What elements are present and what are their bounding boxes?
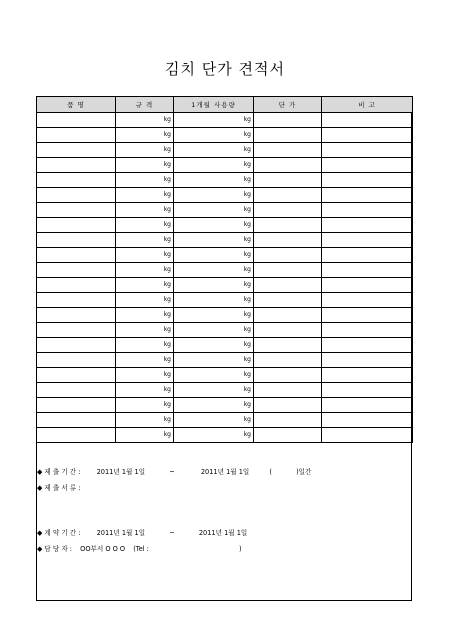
cell-spec-unit: kg xyxy=(116,338,174,353)
cell-monthly-usage-unit: kg xyxy=(174,143,254,158)
submission-start-date: 2011년 1월 1일 xyxy=(96,468,146,476)
cell-item-name xyxy=(37,173,116,188)
cell-remarks xyxy=(322,173,413,188)
cell-item-name xyxy=(37,413,116,428)
cell-unit-price xyxy=(254,173,322,188)
cell-remarks xyxy=(322,293,413,308)
table-row xyxy=(37,323,413,338)
submission-tilde: ~ xyxy=(169,468,175,476)
cell-monthly-usage-unit: kg xyxy=(174,413,254,428)
cell-item-name xyxy=(37,398,116,413)
cell-unit-price xyxy=(254,233,322,248)
cell-unit-price xyxy=(254,323,322,338)
cell-spec-unit: kg xyxy=(116,188,174,203)
cell-unit-price xyxy=(254,413,322,428)
cell-unit-price xyxy=(254,368,322,383)
cell-monthly-usage-unit: kg xyxy=(174,188,254,203)
table-row xyxy=(37,158,413,173)
cell-monthly-usage-unit: kg xyxy=(174,428,254,443)
cell-monthly-usage-unit: kg xyxy=(174,308,254,323)
cell-spec-unit: kg xyxy=(116,203,174,218)
cell-item-name xyxy=(37,293,116,308)
cell-remarks xyxy=(322,323,413,338)
days-paren-open: ( xyxy=(269,468,272,476)
table-row xyxy=(37,233,413,248)
diamond-bullet-icon: ◆ xyxy=(37,484,43,492)
cell-unit-price xyxy=(254,293,322,308)
cell-monthly-usage-unit: kg xyxy=(174,323,254,338)
table-row xyxy=(37,248,413,263)
diamond-bullet-icon: ◆ xyxy=(37,468,43,476)
cell-remarks xyxy=(322,398,413,413)
cell-monthly-usage-unit: kg xyxy=(174,353,254,368)
cell-unit-price xyxy=(254,113,322,128)
table-row xyxy=(37,353,413,368)
cell-monthly-usage-unit: kg xyxy=(174,368,254,383)
cell-remarks xyxy=(322,203,413,218)
cell-item-name xyxy=(37,203,116,218)
cell-remarks xyxy=(322,143,413,158)
cell-monthly-usage-unit: kg xyxy=(174,173,254,188)
cell-item-name xyxy=(37,143,116,158)
cell-spec-unit: kg xyxy=(116,323,174,338)
cell-item-name xyxy=(37,128,116,143)
table-row xyxy=(37,113,413,128)
cell-monthly-usage-unit: kg xyxy=(174,398,254,413)
contract-start-date: 2011년 1월 1일 xyxy=(96,529,146,537)
table-header-row xyxy=(37,97,413,113)
cell-item-name xyxy=(37,323,116,338)
cell-item-name xyxy=(37,263,116,278)
table-row xyxy=(37,383,413,398)
submission-end-date: 2011년 1월 1일 xyxy=(200,468,250,476)
table-row xyxy=(37,413,413,428)
price-table xyxy=(36,96,413,443)
cell-monthly-usage-unit: kg xyxy=(174,218,254,233)
cell-remarks xyxy=(322,218,413,233)
cell-unit-price xyxy=(254,158,322,173)
table-row xyxy=(37,188,413,203)
cell-unit-price xyxy=(254,353,322,368)
cell-spec-unit: kg xyxy=(116,413,174,428)
submission-docs-label: 제 출 서 류 : xyxy=(44,484,81,492)
cell-spec-unit: kg xyxy=(116,308,174,323)
cell-unit-price xyxy=(254,248,322,263)
table-row xyxy=(37,278,413,293)
contact-label: 담 당 자 : xyxy=(44,545,73,553)
cell-remarks xyxy=(322,353,413,368)
cell-monthly-usage-unit: kg xyxy=(174,233,254,248)
cell-unit-price xyxy=(254,308,322,323)
cell-unit-price xyxy=(254,218,322,233)
cell-spec-unit: kg xyxy=(116,353,174,368)
contact-tel: (Tel : xyxy=(133,545,149,553)
cell-item-name xyxy=(37,233,116,248)
cell-spec-unit: kg xyxy=(116,158,174,173)
table-row xyxy=(37,263,413,278)
cell-spec-unit: kg xyxy=(116,278,174,293)
contact-name: OO부서 O O O xyxy=(80,545,126,553)
header-unit-price: 단 가 xyxy=(254,97,322,113)
cell-item-name xyxy=(37,188,116,203)
cell-spec-unit: kg xyxy=(116,293,174,308)
contract-tilde: ~ xyxy=(169,529,175,537)
header-item-name: 품 명 xyxy=(37,97,116,113)
cell-item-name xyxy=(37,308,116,323)
contract-end-date: 2011년 1월 1일 xyxy=(198,529,248,537)
table-row xyxy=(37,308,413,323)
cell-item-name xyxy=(37,428,116,443)
table-row xyxy=(37,218,413,233)
table-row xyxy=(37,338,413,353)
cell-spec-unit: kg xyxy=(116,218,174,233)
cell-remarks xyxy=(322,338,413,353)
cell-item-name xyxy=(37,278,116,293)
cell-item-name xyxy=(37,338,116,353)
cell-item-name xyxy=(37,383,116,398)
cell-remarks xyxy=(322,113,413,128)
days-paren-close: )일간 xyxy=(296,468,312,476)
cell-monthly-usage-unit: kg xyxy=(174,128,254,143)
table-row xyxy=(37,368,413,383)
diamond-bullet-icon: ◆ xyxy=(37,529,43,537)
cell-item-name xyxy=(37,158,116,173)
table-row xyxy=(37,128,413,143)
cell-monthly-usage-unit: kg xyxy=(174,158,254,173)
cell-remarks xyxy=(322,413,413,428)
cell-spec-unit: kg xyxy=(116,428,174,443)
submission-period-label: 제 출 기 간 : xyxy=(44,468,81,476)
submission-docs-line xyxy=(37,482,80,492)
cell-monthly-usage-unit: kg xyxy=(174,248,254,263)
cell-spec-unit: kg xyxy=(116,383,174,398)
cell-spec-unit: kg xyxy=(116,398,174,413)
cell-remarks xyxy=(322,158,413,173)
cell-unit-price xyxy=(254,143,322,158)
cell-monthly-usage-unit: kg xyxy=(174,338,254,353)
cell-spec-unit: kg xyxy=(116,248,174,263)
cell-spec-unit: kg xyxy=(116,233,174,248)
table-row xyxy=(37,428,413,443)
page-title: 김치 단가 견적서 xyxy=(165,60,285,78)
cell-monthly-usage-unit: kg xyxy=(174,263,254,278)
header-remarks: 비 고 xyxy=(322,97,413,113)
cell-remarks xyxy=(322,248,413,263)
header-spec: 규 격 xyxy=(116,97,174,113)
cell-remarks xyxy=(322,233,413,248)
cell-spec-unit: kg xyxy=(116,368,174,383)
contract-period-label: 계 약 기 간 : xyxy=(44,529,81,537)
table-row xyxy=(37,398,413,413)
cell-unit-price xyxy=(254,398,322,413)
cell-remarks xyxy=(322,308,413,323)
header-monthly-usage: 1개월 사용량 xyxy=(174,97,254,113)
cell-unit-price xyxy=(254,128,322,143)
cell-unit-price xyxy=(254,188,322,203)
cell-spec-unit: kg xyxy=(116,128,174,143)
cell-unit-price xyxy=(254,278,322,293)
cell-remarks xyxy=(322,128,413,143)
table-row xyxy=(37,143,413,158)
cell-remarks xyxy=(322,263,413,278)
cell-remarks xyxy=(322,368,413,383)
table-body xyxy=(37,113,413,443)
cell-monthly-usage-unit: kg xyxy=(174,293,254,308)
cell-monthly-usage-unit: kg xyxy=(174,203,254,218)
cell-unit-price xyxy=(254,383,322,398)
cell-remarks xyxy=(322,278,413,293)
table-row xyxy=(37,203,413,218)
cell-spec-unit: kg xyxy=(116,173,174,188)
cell-monthly-usage-unit: kg xyxy=(174,278,254,293)
table-row xyxy=(37,173,413,188)
cell-spec-unit: kg xyxy=(116,113,174,128)
cell-remarks xyxy=(322,383,413,398)
cell-monthly-usage-unit: kg xyxy=(174,383,254,398)
cell-item-name xyxy=(37,368,116,383)
cell-item-name xyxy=(37,218,116,233)
cell-item-name xyxy=(37,113,116,128)
table-row xyxy=(37,293,413,308)
contact-close-paren: ) xyxy=(239,545,242,553)
cell-item-name xyxy=(37,353,116,368)
cell-unit-price xyxy=(254,263,322,278)
cell-remarks xyxy=(322,428,413,443)
submission-period-line xyxy=(37,466,311,476)
cell-spec-unit: kg xyxy=(116,263,174,278)
contract-period-line xyxy=(37,527,247,537)
cell-monthly-usage-unit: kg xyxy=(174,113,254,128)
cell-spec-unit: kg xyxy=(116,143,174,158)
diamond-bullet-icon: ◆ xyxy=(37,545,43,553)
cell-unit-price xyxy=(254,428,322,443)
cell-unit-price xyxy=(254,203,322,218)
cell-item-name xyxy=(37,248,116,263)
cell-remarks xyxy=(322,188,413,203)
cell-unit-price xyxy=(254,338,322,353)
contact-line xyxy=(37,543,242,553)
